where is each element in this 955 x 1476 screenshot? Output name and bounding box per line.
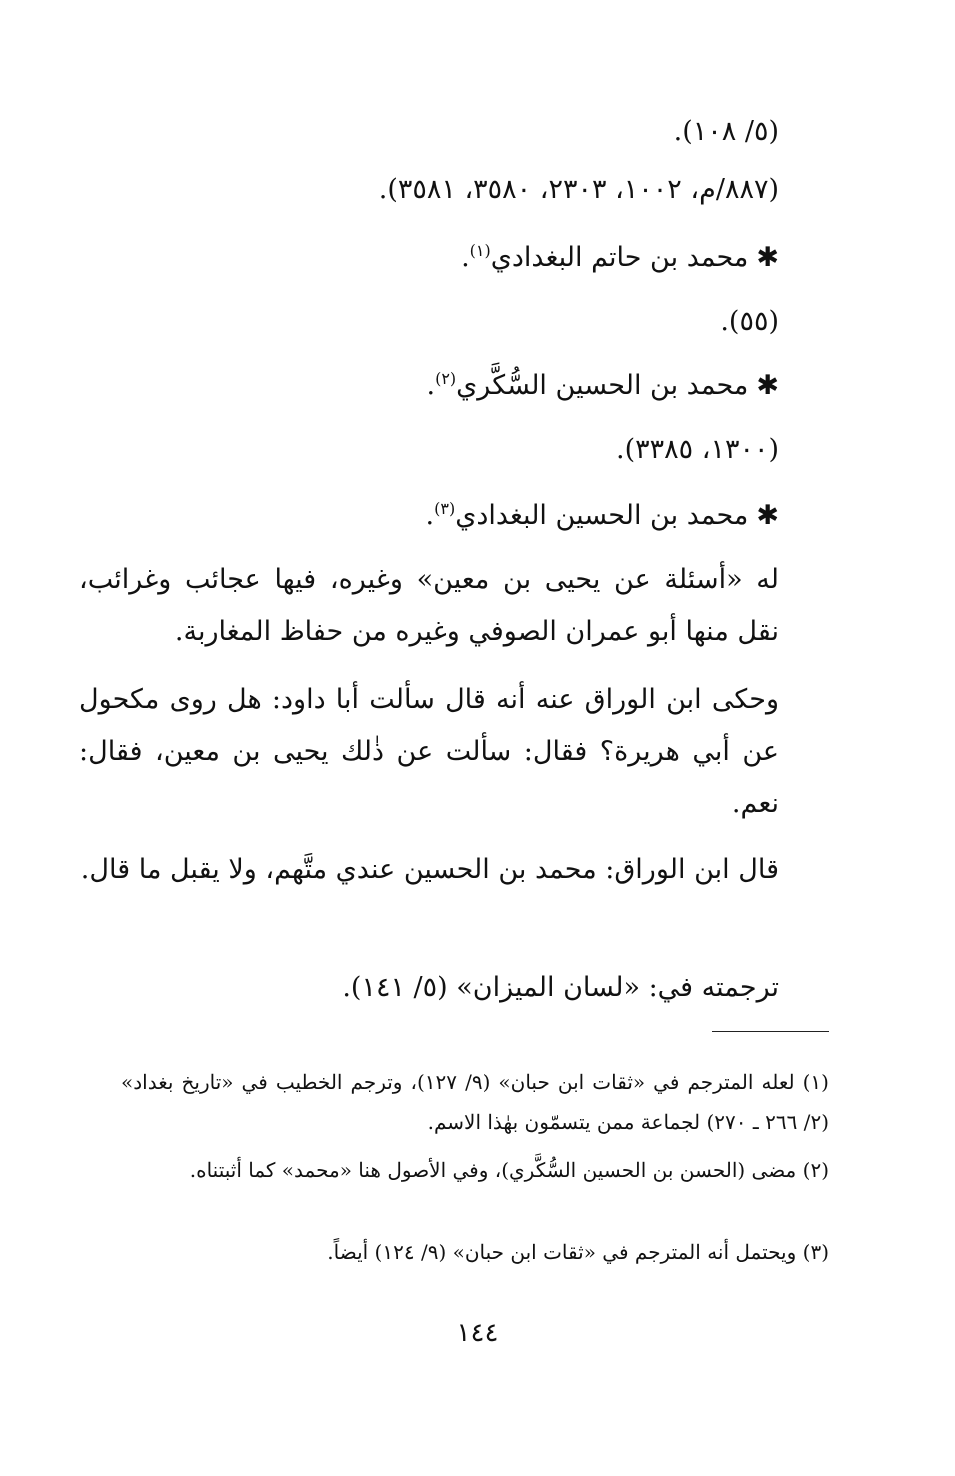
footnote-2: (٢) مضى (الحسن بن الحسين السُّكَّري)، وفي الأصول هنا «محمد» كما أثبتناه. <box>189 1158 829 1182</box>
page-number: ١٤٤ <box>456 1318 499 1348</box>
entry-period: . <box>461 242 470 273</box>
reference-line-1: (٥/ ١٠٨). <box>673 116 779 147</box>
footnote-1: (١) لعله المترجم في «ثقات ابن حبان» (٩/ ١٢٧)، وترجم الخطيب في «تاريخ بغداد» (٢/ ٢٦٦ ـ ٢٧٠) لجماعة ممن يتسمّون بهٰذا الاسم. <box>121 1070 829 1134</box>
entry-name: محمد بن الحسين السُّكَّري <box>456 370 749 401</box>
footnote-marker: (٣) <box>434 499 456 518</box>
entry-heading-3 <box>426 496 779 536</box>
entry-period: . <box>425 500 435 531</box>
asterisk-icon: ✱ <box>756 500 779 531</box>
footnote-separator <box>712 1031 829 1032</box>
footnote-marker: (١) <box>469 241 491 260</box>
asterisk-icon: ✱ <box>756 370 779 401</box>
entry-name: محمد بن حاتم البغدادي <box>490 242 749 273</box>
asterisk-icon: ✱ <box>756 242 779 273</box>
reference-line-2: (٨٨٧/م، ١٠٠٢، ٢٣٠٣، ٣٥٨٠، ٣٥٨١). <box>378 174 779 205</box>
paragraph-1: له «أسئلة عن يحيى بن معين» وغيره، فيها عجائب وغرائب، نقل منها أبو عمران الصوفي وغيره من حفاظ المغاربة. <box>79 564 779 647</box>
entry-heading-1 <box>461 238 779 278</box>
footnote-3: (٣) ويحتمل أنه المترجم في «ثقات ابن حبان» (٩/ ١٢٤) أيضاً. <box>327 1240 829 1264</box>
entry-name: محمد بن الحسين البغدادي <box>455 500 749 531</box>
entry-period: . <box>426 370 436 401</box>
entry-reference-1: (٥٥). <box>720 306 779 337</box>
paragraph-4: ترجمته في: «لسان الميزان» (٥/ ١٤١). <box>342 972 779 1003</box>
entry-reference-2: (١٣٠٠، ٣٣٨٥). <box>616 434 779 465</box>
entry-heading-2 <box>426 366 779 406</box>
footnote-marker: (٢) <box>435 369 457 388</box>
paragraph-2: وحكى ابن الوراق عنه أنه قال سألت أبا داود: هل روى مكحول عن أبي هريرة؟ فقال: سألت عن ذٰلك يحيى بن معين، فقال: نعم. <box>79 684 779 819</box>
paragraph-3: قال ابن الوراق: محمد بن الحسين عندي متَّهم، ولا يقبل ما قال. <box>80 854 779 885</box>
